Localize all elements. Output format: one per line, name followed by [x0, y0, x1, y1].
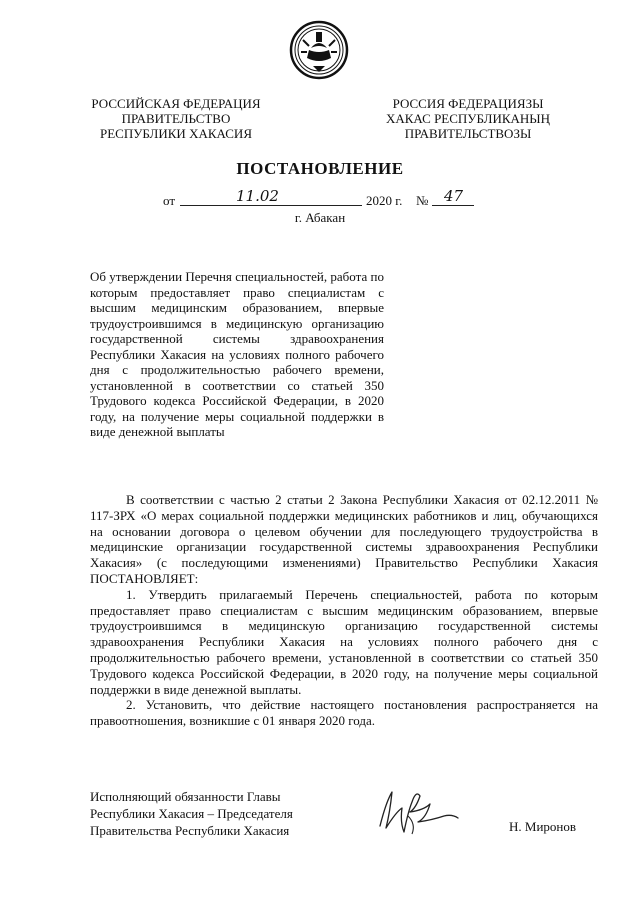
- date-prefix: от: [163, 193, 176, 208]
- header-left: [86, 96, 266, 141]
- city-name: г. Абакан: [294, 210, 346, 225]
- document-title: ПОСТАНОВЛЕНИЕ: [236, 159, 404, 178]
- subject-block: [90, 269, 384, 440]
- header-right: [368, 96, 568, 141]
- signatory-name: Н. Миронов: [509, 819, 576, 834]
- signatory-position-line: Республики Хакасия – Председателя: [90, 806, 293, 821]
- subject-text: Об утверждении Перечня специальностей, работа по которым предоставляет право специалистам с высшим медицинским образованием, впервые трудоустроившимся в медицинскую организацию государственной системы здравоохранения Республики Хакасия на условиях полного рабочего дня с продолжительностью рабочего времени, установленной в соответствии со статьей 350 Трудового кодекса Российской Федерации, в 2020 году, на получение меры социальной поддержки в виде денежной выплаты: [90, 269, 384, 439]
- body-text: [90, 492, 598, 729]
- body-paragraph: 2. Установить, что действие настоящего постановления распространяется на правоотношения, возникшие с 01 января 2020 года.: [90, 697, 598, 729]
- header-right-line: ХАКАС РЕСПУБЛИКАНЫҢ: [385, 111, 551, 126]
- header-right-line: ПРАВИТЕЛЬСТВОЗЫ: [404, 126, 532, 141]
- signatory-position-line: Исполняющий обязанности Главы: [90, 789, 281, 804]
- date-handwritten: 11.02: [236, 187, 279, 205]
- signatory-position: [90, 788, 330, 839]
- handwritten-signature: [372, 782, 462, 840]
- signatory-position-line: Правительства Республики Хакасия: [90, 823, 290, 838]
- header-left-line: ПРАВИТЕЛЬСТВО: [121, 111, 231, 126]
- number-sign: №: [416, 193, 429, 208]
- header-right-line: РОССИЯ ФЕДЕРАЦИЯЗЫ: [392, 96, 544, 111]
- year-text: 2020 г.: [366, 193, 403, 208]
- header-left-line: РЕСПУБЛИКИ ХАКАСИЯ: [99, 126, 252, 141]
- coat-of-arms-emblem: [289, 20, 349, 80]
- number-handwritten: 47: [444, 187, 464, 205]
- body-paragraph: В соответствии с частью 2 статьи 2 Закона Республики Хакасия от 02.12.2011 № 117-ЗРХ «О мерах социальной поддержки медицинских работников и лиц, обучающихся на основании договора о целевом обучении для последующего трудоустройства в медицинские организации государственной системы здравоохранения Республики Хакасия» (с последующими изменениями) Правительство Республики Хакасия ПОСТАНОВЛЯЕТ:: [90, 492, 598, 586]
- body-paragraph: 1. Утвердить прилагаемый Перечень специальностей, работа по которым предоставляет право специалистам с высшим медицинским образованием, впервые трудоустроившимся в медицинскую организацию государственной системы здравоохранения Республики Хакасия на условиях полного рабочего дня с продолжительностью рабочего времени, установленной в соответствии со статьей 350 Трудового кодекса Российской Федерации, в 2020 году, на получение меры социальной поддержки в виде денежной выплаты.: [90, 586, 598, 697]
- header-left-line: РОССИЙСКАЯ ФЕДЕРАЦИЯ: [91, 96, 261, 111]
